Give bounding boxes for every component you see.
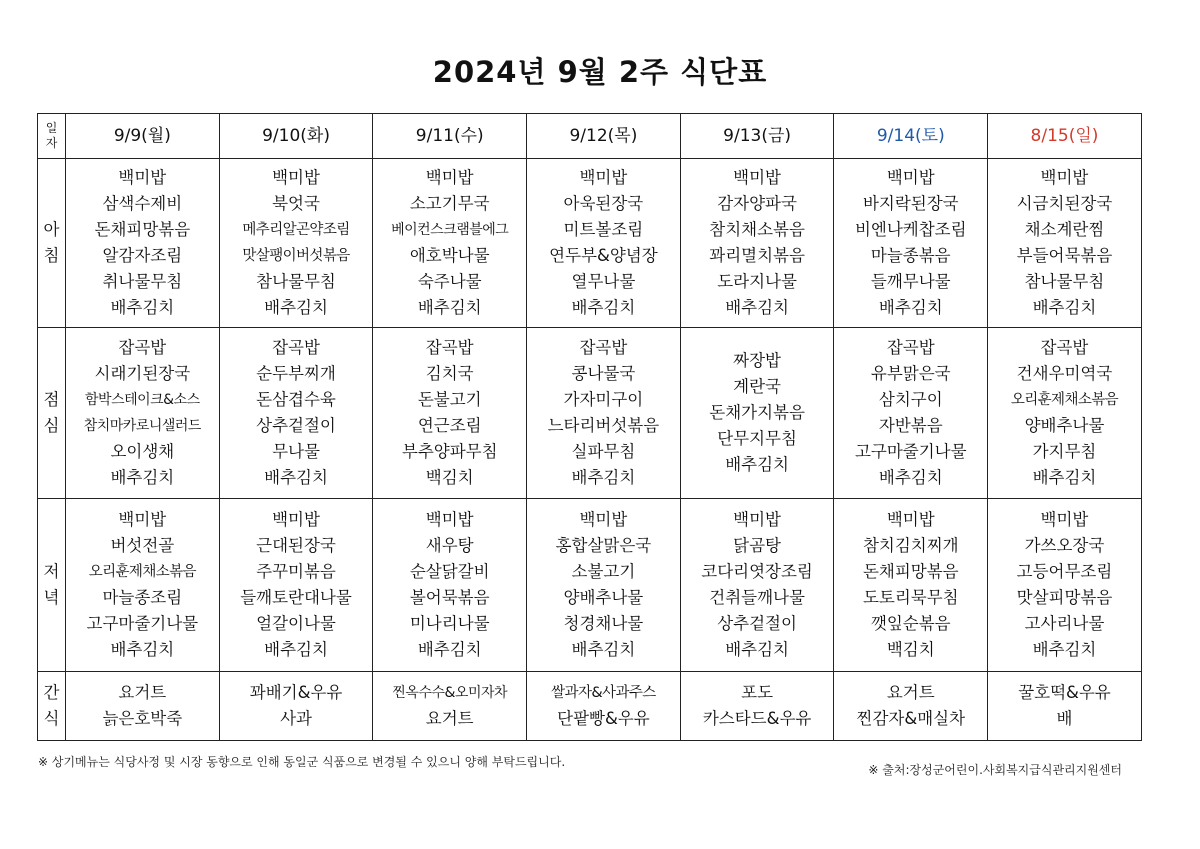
menu-item: 삼치구이 [878,390,943,409]
lunch-label-char: 점 [43,390,60,409]
menu-item: 참치마카로니샐러드 [83,418,201,434]
menu-item: 열무나물 [571,272,636,291]
menu-item: 시래기된장국 [94,364,191,383]
menu-item: 소불고기 [571,562,636,581]
menu-item: 배추김치 [417,298,482,317]
menu-item: 백미밥 [118,168,167,187]
menu-item: 순두부찌개 [256,364,336,383]
menu-item: 순살닭갈비 [409,562,490,581]
menu-item: 잡곡밥 [579,338,628,357]
menu-item: 메추리알곤약조림 [242,222,350,238]
menu-item: 배추김치 [110,640,175,659]
menu-item: 배추김치 [264,640,328,659]
menu-item: 잡곡밥 [118,338,167,357]
menu-item: 자반볶음 [878,416,943,435]
breakfast-cell-mon [66,159,220,328]
menu-item: 늙은호박죽 [102,709,183,728]
snack-row [38,672,1142,741]
menu-item: 잡곡밥 [1040,338,1089,357]
breakfast-row [38,159,1142,328]
date-label-cell [38,114,66,159]
menu-item: 단팥빵&우유 [557,709,650,728]
dinner-cell-sat [834,499,988,672]
menu-item: 배추김치 [110,468,175,487]
menu-item: 김치국 [425,364,474,383]
menu-item: 잡곡밥 [886,338,935,357]
menu-item: 시금치된장국 [1016,194,1113,213]
lunch-label [38,328,66,499]
day-header-mon: 9/9(월) [66,114,220,159]
breakfast-label [38,159,66,328]
menu-item: 북엇국 [272,194,320,213]
menu-item: 고구마줄기나물 [86,614,199,633]
breakfast-cell-wed [373,159,527,328]
menu-item: 얼갈이나물 [256,614,336,633]
menu-item: 맛살피망볶음 [1016,588,1113,607]
menu-item: 마늘종조림 [102,588,183,607]
menu-item: 고등어무조림 [1016,562,1113,581]
menu-item: 부추양파무침 [401,442,498,461]
menu-item: 느타리버섯볶음 [547,416,660,435]
menu-item: 잡곡밥 [425,338,474,357]
menu-item: 배추김치 [264,468,328,487]
breakfast-label-char: 침 [43,246,60,265]
menu-item: 미트볼조림 [563,220,644,239]
breakfast-cell-fri [680,159,834,328]
menu-item: 찐옥수수&오미자차 [392,685,508,701]
menu-item: 애호박나물 [409,246,490,265]
menu-item: 취나물무침 [102,272,183,291]
snack-cell-fri [680,672,834,741]
dinner-cell-tue [219,499,373,672]
menu-item: 요거트 [118,683,167,702]
menu-item: 카스타드&우유 [702,709,812,728]
menu-item: 배추김치 [264,298,328,317]
snack-label [38,672,66,741]
lunch-cell-wed [373,328,527,499]
breakfast-cell-thu [527,159,681,328]
menu-item: 채소계란찜 [1024,220,1105,239]
menu-item: 돈채피망볶음 [862,562,959,581]
dinner-row [38,499,1142,672]
menu-item: 깻잎순볶음 [870,614,951,633]
menu-item: 배추김치 [725,640,789,659]
dinner-cell-mon [66,499,220,672]
dinner-cell-wed [373,499,527,672]
menu-item: 배추김치 [1032,640,1097,659]
day-header-fri: 9/13(금) [680,114,834,159]
menu-item: 꿀호떡&우유 [1018,683,1111,702]
menu-item: 배추김치 [417,640,482,659]
menu-item: 백미밥 [1040,510,1089,529]
menu-item: 백미밥 [733,168,781,187]
menu-item: 비엔나케찹조림 [854,220,967,239]
menu-item: 새우탕 [425,536,474,555]
lunch-label-char: 심 [43,416,60,435]
menu-item: 도토리묵무침 [862,588,959,607]
menu-item: 상추겉절이 [256,416,336,435]
menu-item: 주꾸미볶음 [256,562,336,581]
menu-item: 돈채피망볶음 [94,220,191,239]
menu-item: 가쓰오장국 [1024,536,1105,555]
snack-cell-wed [373,672,527,741]
menu-item: 돈채가지볶음 [709,403,805,422]
menu-item: 단무지무침 [717,429,797,448]
snack-cell-sat [834,672,988,741]
dinner-cell-thu [527,499,681,672]
menu-item: 실파무침 [571,442,636,461]
menu-item: 베이컨스크램블에그 [391,222,509,238]
day-header-wed: 9/11(수) [373,114,527,159]
menu-item: 알감자조림 [102,246,183,265]
day-header-sat: 9/14(토) [834,114,988,159]
menu-item: 건새우미역국 [1016,364,1113,383]
menu-item: 백미밥 [425,168,474,187]
day-header-thu: 9/12(목) [527,114,681,159]
lunch-row [38,328,1142,499]
menu-item: 부들어묵볶음 [1016,246,1113,265]
menu-item: 볼어묵볶음 [409,588,490,607]
menu-item: 오리훈제채소볶음 [1010,392,1119,408]
menu-item: 도라지나물 [717,272,797,291]
menu-item: 잡곡밥 [272,338,320,357]
menu-item: 콩나물국 [571,364,636,383]
menu-item: 맛살팽이버섯볶음 [242,248,350,264]
breakfast-label-char: 아 [43,220,60,239]
menu-item: 근대된장국 [256,536,336,555]
lunch-cell-tue [219,328,373,499]
day-header-tue: 9/10(화) [219,114,373,159]
dinner-label-char: 저 [43,562,60,581]
menu-item: 포도 [741,683,774,702]
day-header-sun: 8/15(일) [988,114,1142,159]
menu-item: 참치채소볶음 [709,220,805,239]
dinner-cell-sun [988,499,1142,672]
menu-item: 들깨무나물 [870,272,951,291]
menu-item: 백미밥 [733,510,781,529]
menu-item: 바지락된장국 [862,194,959,213]
menu-item: 가지무침 [1032,442,1097,461]
menu-item: 사과 [280,709,312,728]
menu-item: 배추김치 [878,468,943,487]
menu-item: 버섯전골 [110,536,175,555]
snack-label-char: 식 [43,709,60,728]
menu-item: 배추김치 [725,455,789,474]
menu-item: 삼색수제비 [102,194,183,213]
lunch-cell-sun [988,328,1142,499]
menu-item: 계란국 [733,377,781,396]
menu-table [37,113,1142,741]
menu-item: 돈불고기 [417,390,482,409]
menu-item: 소고기무국 [409,194,490,213]
menu-item: 미나리나물 [409,614,490,633]
menu-item: 백미밥 [579,168,628,187]
menu-item: 참나물무침 [256,272,336,291]
breakfast-cell-tue [219,159,373,328]
menu-item: 백미밥 [425,510,474,529]
menu-item: 청경채나물 [563,614,644,633]
menu-item: 짜장밥 [733,351,781,370]
menu-item: 양배추나물 [1024,416,1105,435]
menu-item: 백미밥 [118,510,167,529]
snack-cell-thu [527,672,681,741]
menu-item: 고사리나물 [1024,614,1105,633]
menu-item: 오리훈제채소볶음 [88,564,196,580]
menu-item: 요거트 [425,709,474,728]
snack-cell-tue [219,672,373,741]
menu-item: 배추김치 [571,640,636,659]
menu-item: 양배추나물 [563,588,644,607]
menu-item: 꽈리멸치볶음 [709,246,805,265]
dinner-label-char: 녁 [43,588,60,607]
menu-item: 참치김치찌개 [862,536,959,555]
snack-label-char: 간 [43,683,60,702]
lunch-cell-sat [834,328,988,499]
menu-item: 오이생채 [110,442,175,461]
footer-note-left: ※ 상기메뉴는 식당사정 및 시장 동향으로 인해 동일군 식품으로 변경될 수 있으니 양해 부탁드립니다. [38,755,566,769]
menu-item: 유부맑은국 [870,364,951,383]
menu-item: 배추김치 [725,298,789,317]
lunch-cell-thu [527,328,681,499]
menu-item: 찐감자&매실차 [856,709,966,728]
menu-item: 백미밥 [272,510,320,529]
menu-item: 함박스테이크&소스 [85,392,200,408]
menu-item: 무나물 [272,442,320,461]
menu-item: 요거트 [886,683,935,702]
menu-item: 백미밥 [886,510,935,529]
breakfast-cell-sat [834,159,988,328]
menu-item: 꽈배기&우유 [249,683,343,702]
menu-item: 참나물무침 [1024,272,1105,291]
menu-item: 배추김치 [1032,468,1097,487]
menu-item: 백미밥 [886,168,935,187]
menu-item: 배 [1056,709,1073,728]
menu-item: 상추겉절이 [717,614,797,633]
menu-item: 마늘종볶음 [870,246,951,265]
header-row [38,114,1142,159]
menu-item: 고구마줄기나물 [854,442,967,461]
menu-item: 배추김치 [1032,298,1097,317]
menu-item: 백미밥 [579,510,628,529]
menu-item: 백미밥 [272,168,320,187]
menu-item: 돈삼겹수육 [256,390,336,409]
date-label-bottom: 자 [45,136,58,150]
menu-item: 연근조림 [417,416,482,435]
menu-item: 배추김치 [571,468,636,487]
page-title: 2024년 9월 2주 식단표 [432,55,768,89]
menu-item: 백김치 [886,640,935,659]
menu-item: 가자미구이 [563,390,644,409]
dinner-label [38,499,66,672]
dinner-cell-fri [680,499,834,672]
menu-item: 아욱된장국 [563,194,644,213]
menu-item: 쌀과자&사과주스 [551,685,656,701]
menu-item: 백김치 [425,468,474,487]
menu-item: 배추김치 [571,298,636,317]
menu-item: 홍합살맑은국 [555,536,652,555]
menu-item: 배추김치 [878,298,943,317]
breakfast-cell-sun [988,159,1142,328]
snack-cell-sun [988,672,1142,741]
menu-item: 들깨토란대나물 [240,588,352,607]
date-label-top: 일 [45,121,58,135]
lunch-cell-fri [680,328,834,499]
menu-item: 백미밥 [1040,168,1089,187]
lunch-cell-mon [66,328,220,499]
menu-item: 연두부&양념장 [549,246,658,265]
menu-item: 숙주나물 [417,272,482,291]
snack-cell-mon [66,672,220,741]
menu-item: 감자양파국 [717,194,797,213]
footer-note-right: ※ 출처:장성군어린이.사회복지급식관리지원센터 [868,763,1122,777]
menu-item: 배추김치 [110,298,175,317]
menu-item: 건취들깨나물 [709,588,805,607]
menu-item: 닭곰탕 [733,536,781,555]
menu-item: 코다리엿장조림 [701,562,813,581]
